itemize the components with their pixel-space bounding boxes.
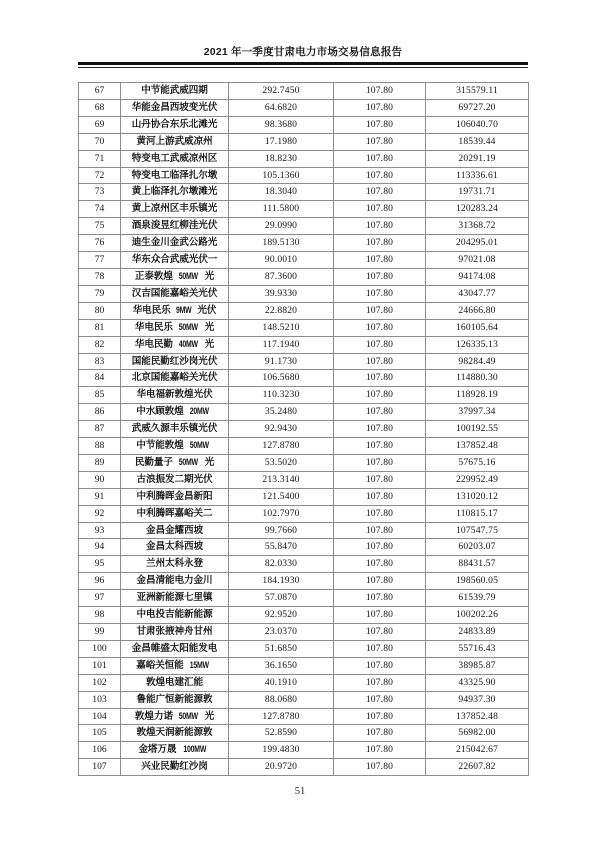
table-row bbox=[79, 759, 529, 776]
cell-amount: 100202.26 bbox=[426, 607, 529, 624]
capacity-unit: 50MW bbox=[179, 270, 199, 282]
cell-amount: 126335.13 bbox=[426, 336, 529, 353]
cell-name: 兴业民勤红沙岗 bbox=[121, 759, 229, 776]
table-row bbox=[79, 742, 529, 759]
cell-quantity: 36.1650 bbox=[229, 657, 334, 674]
capacity-unit: 50MW bbox=[179, 710, 199, 722]
cell-price: 107.80 bbox=[334, 319, 426, 336]
cell-amount: 98284.49 bbox=[426, 353, 529, 370]
cell-price: 107.80 bbox=[334, 691, 426, 708]
cell-quantity: 18.8230 bbox=[229, 150, 334, 167]
cell-quantity: 22.8820 bbox=[229, 302, 334, 319]
cell-name: 酒泉浚昱红柳洼光伏 bbox=[121, 218, 229, 235]
cell-amount: 120283.24 bbox=[426, 201, 529, 218]
cell-name: 鲁能广恒新能源敦 bbox=[121, 691, 229, 708]
cell-name: 中利腾晖金昌新阳 bbox=[121, 488, 229, 505]
cell-quantity: 20.9720 bbox=[229, 759, 334, 776]
cell-name: 华电民勤 40MW 光 bbox=[121, 336, 229, 353]
cell-price: 107.80 bbox=[334, 167, 426, 184]
cell-amount: 198560.05 bbox=[426, 573, 529, 590]
cell-quantity: 148.5210 bbox=[229, 319, 334, 336]
cell-name: 黄上凉州区丰乐镇光 bbox=[121, 201, 229, 218]
name-suffix: 光 bbox=[204, 321, 215, 333]
cell-index: 73 bbox=[79, 184, 121, 201]
cell-amount: 160105.64 bbox=[426, 319, 529, 336]
cell-name: 嘉峪关恒能 15MW bbox=[121, 657, 229, 674]
table-row bbox=[79, 319, 529, 336]
capacity-unit: 50MW bbox=[179, 321, 199, 333]
table-row bbox=[79, 657, 529, 674]
cell-amount: 61539.79 bbox=[426, 590, 529, 607]
cell-quantity: 82.0330 bbox=[229, 556, 334, 573]
cell-amount: 56982.00 bbox=[426, 725, 529, 742]
cell-index: 97 bbox=[79, 590, 121, 607]
cell-index: 104 bbox=[79, 708, 121, 725]
cell-quantity: 88.0680 bbox=[229, 691, 334, 708]
cell-quantity: 106.5680 bbox=[229, 370, 334, 387]
cell-index: 95 bbox=[79, 556, 121, 573]
cell-amount: 20291.19 bbox=[426, 150, 529, 167]
cell-price: 107.80 bbox=[334, 488, 426, 505]
cell-name: 古浪振发二期光伏 bbox=[121, 471, 229, 488]
cell-amount: 31368.72 bbox=[426, 218, 529, 235]
table-row bbox=[79, 252, 529, 269]
table-row bbox=[79, 607, 529, 624]
cell-price: 107.80 bbox=[334, 218, 426, 235]
cell-amount: 137852.48 bbox=[426, 438, 529, 455]
cell-amount: 106040.70 bbox=[426, 116, 529, 133]
cell-index: 71 bbox=[79, 150, 121, 167]
table-row bbox=[79, 133, 529, 150]
cell-price: 107.80 bbox=[334, 573, 426, 590]
cell-index: 103 bbox=[79, 691, 121, 708]
table-row bbox=[79, 674, 529, 691]
cell-index: 98 bbox=[79, 607, 121, 624]
table-row bbox=[79, 438, 529, 455]
cell-index: 94 bbox=[79, 539, 121, 556]
capacity-unit: 50MW bbox=[189, 440, 210, 452]
table-row bbox=[79, 421, 529, 438]
cell-quantity: 102.7970 bbox=[229, 505, 334, 522]
cell-index: 89 bbox=[79, 454, 121, 471]
cell-amount: 60203.07 bbox=[426, 539, 529, 556]
name-suffix: 光 bbox=[204, 270, 215, 282]
running-header: 2021 年一季度甘肃电力市场交易信息报告 bbox=[203, 46, 403, 58]
cell-name: 国能民勤红沙岗光伏 bbox=[121, 353, 229, 370]
cell-price: 107.80 bbox=[334, 370, 426, 387]
cell-index: 79 bbox=[79, 285, 121, 302]
capacity-unit: 100MW bbox=[183, 744, 207, 756]
cell-name: 亚洲新能源七里镇 bbox=[121, 590, 229, 607]
cell-price: 107.80 bbox=[334, 404, 426, 421]
name-suffix: 光 bbox=[204, 338, 215, 350]
cell-amount: 229952.49 bbox=[426, 471, 529, 488]
cell-amount: 69727.20 bbox=[426, 99, 529, 116]
cell-quantity: 121.5400 bbox=[229, 488, 334, 505]
table-row bbox=[79, 708, 529, 725]
cell-quantity: 292.7450 bbox=[229, 83, 334, 100]
cell-name: 华东众合武威光伏一 bbox=[121, 252, 229, 269]
cell-price: 107.80 bbox=[334, 505, 426, 522]
table-row bbox=[79, 640, 529, 657]
cell-index: 83 bbox=[79, 353, 121, 370]
cell-quantity: 213.3140 bbox=[229, 471, 334, 488]
cell-index: 68 bbox=[79, 99, 121, 116]
cell-price: 107.80 bbox=[334, 116, 426, 133]
cell-amount: 38985.87 bbox=[426, 657, 529, 674]
table-row bbox=[79, 454, 529, 471]
cell-price: 107.80 bbox=[334, 539, 426, 556]
cell-index: 85 bbox=[79, 387, 121, 404]
cell-quantity: 199.4830 bbox=[229, 742, 334, 759]
table-row bbox=[79, 268, 529, 285]
cell-amount: 97021.08 bbox=[426, 252, 529, 269]
cell-name: 金塔万晟 100MW bbox=[121, 742, 229, 759]
header-rule-thick bbox=[78, 62, 528, 65]
table-row bbox=[79, 83, 529, 100]
cell-quantity: 189.5130 bbox=[229, 235, 334, 252]
cell-amount: 100192.55 bbox=[426, 421, 529, 438]
cell-amount: 137852.48 bbox=[426, 708, 529, 725]
cell-quantity: 53.5020 bbox=[229, 454, 334, 471]
cell-index: 91 bbox=[79, 488, 121, 505]
cell-name: 黄上临泽扎尔墩滩光 bbox=[121, 184, 229, 201]
cell-index: 74 bbox=[79, 201, 121, 218]
cell-index: 99 bbox=[79, 624, 121, 641]
cell-name: 中节能武威四期 bbox=[121, 83, 229, 100]
cell-quantity: 105.1360 bbox=[229, 167, 334, 184]
settlement-table bbox=[78, 82, 529, 776]
table-row bbox=[79, 116, 529, 133]
cell-quantity: 91.1730 bbox=[229, 353, 334, 370]
cell-quantity: 92.9520 bbox=[229, 607, 334, 624]
cell-price: 107.80 bbox=[334, 657, 426, 674]
cell-price: 107.80 bbox=[334, 133, 426, 150]
cell-name: 金昌金耀西坡 bbox=[121, 522, 229, 539]
cell-name: 敦煌天润新能源敦 bbox=[121, 725, 229, 742]
table-row bbox=[79, 471, 529, 488]
cell-index: 87 bbox=[79, 421, 121, 438]
cell-name: 金昌清能电力金川 bbox=[121, 573, 229, 590]
cell-price: 107.80 bbox=[334, 624, 426, 641]
cell-quantity: 18.3040 bbox=[229, 184, 334, 201]
cell-price: 107.80 bbox=[334, 759, 426, 776]
name-suffix: 光 bbox=[204, 710, 215, 722]
cell-quantity: 99.7660 bbox=[229, 522, 334, 539]
table-row bbox=[79, 404, 529, 421]
cell-index: 67 bbox=[79, 83, 121, 100]
cell-quantity: 64.6820 bbox=[229, 99, 334, 116]
cell-price: 107.80 bbox=[334, 640, 426, 657]
cell-price: 107.80 bbox=[334, 285, 426, 302]
cell-quantity: 23.0370 bbox=[229, 624, 334, 641]
table-row bbox=[79, 505, 529, 522]
cell-index: 77 bbox=[79, 252, 121, 269]
cell-name: 武威久源丰乐镇光伏 bbox=[121, 421, 229, 438]
cell-amount: 22607.82 bbox=[426, 759, 529, 776]
cell-quantity: 57.0870 bbox=[229, 590, 334, 607]
cell-quantity: 110.3230 bbox=[229, 387, 334, 404]
cell-index: 107 bbox=[79, 759, 121, 776]
cell-quantity: 98.3680 bbox=[229, 116, 334, 133]
cell-quantity: 127.8780 bbox=[229, 708, 334, 725]
cell-quantity: 90.0010 bbox=[229, 252, 334, 269]
cell-price: 107.80 bbox=[334, 150, 426, 167]
cell-index: 82 bbox=[79, 336, 121, 353]
cell-quantity: 117.1940 bbox=[229, 336, 334, 353]
table-row bbox=[79, 218, 529, 235]
cell-amount: 37997.34 bbox=[426, 404, 529, 421]
cell-amount: 131020.12 bbox=[426, 488, 529, 505]
cell-price: 107.80 bbox=[334, 421, 426, 438]
settlement-table-body bbox=[79, 83, 529, 776]
cell-amount: 215042.67 bbox=[426, 742, 529, 759]
cell-index: 93 bbox=[79, 522, 121, 539]
cell-price: 107.80 bbox=[334, 353, 426, 370]
cell-index: 96 bbox=[79, 573, 121, 590]
cell-name: 中水顾敦煌 20MW bbox=[121, 404, 229, 421]
capacity-unit: 20MW bbox=[189, 406, 210, 418]
cell-amount: 107547.75 bbox=[426, 522, 529, 539]
cell-amount: 24666.80 bbox=[426, 302, 529, 319]
table-row bbox=[79, 387, 529, 404]
cell-amount: 18539.44 bbox=[426, 133, 529, 150]
table-row bbox=[79, 285, 529, 302]
cell-quantity: 51.6850 bbox=[229, 640, 334, 657]
cell-amount: 24833.89 bbox=[426, 624, 529, 641]
cell-price: 107.80 bbox=[334, 522, 426, 539]
cell-price: 107.80 bbox=[334, 252, 426, 269]
table-row bbox=[79, 624, 529, 641]
table-row bbox=[79, 725, 529, 742]
cell-name: 华电民乐 9MW 光伏 bbox=[121, 302, 229, 319]
cell-price: 107.80 bbox=[334, 590, 426, 607]
table-row bbox=[79, 539, 529, 556]
cell-price: 107.80 bbox=[334, 674, 426, 691]
cell-name: 华电民乐 50MW 光 bbox=[121, 319, 229, 336]
cell-name: 中利腾晖嘉峪关二 bbox=[121, 505, 229, 522]
cell-quantity: 35.2480 bbox=[229, 404, 334, 421]
cell-quantity: 17.1980 bbox=[229, 133, 334, 150]
cell-price: 107.80 bbox=[334, 454, 426, 471]
cell-name: 中电投吉能新能源 bbox=[121, 607, 229, 624]
cell-amount: 43325.90 bbox=[426, 674, 529, 691]
cell-index: 70 bbox=[79, 133, 121, 150]
cell-amount: 94174.08 bbox=[426, 268, 529, 285]
capacity-unit: 9MW bbox=[176, 304, 192, 316]
settlement-table-wrapper bbox=[78, 82, 528, 776]
table-row bbox=[79, 336, 529, 353]
cell-index: 92 bbox=[79, 505, 121, 522]
cell-quantity: 127.8780 bbox=[229, 438, 334, 455]
cell-price: 107.80 bbox=[334, 471, 426, 488]
cell-price: 107.80 bbox=[334, 99, 426, 116]
cell-name: 北京国能嘉峪关光伏 bbox=[121, 370, 229, 387]
cell-amount: 88431.57 bbox=[426, 556, 529, 573]
header-rule-thin bbox=[78, 67, 528, 68]
cell-name: 特变电工武威凉州区 bbox=[121, 150, 229, 167]
table-row bbox=[79, 522, 529, 539]
table-row bbox=[79, 302, 529, 319]
cell-index: 76 bbox=[79, 235, 121, 252]
cell-index: 69 bbox=[79, 116, 121, 133]
cell-price: 107.80 bbox=[334, 725, 426, 742]
cell-amount: 110815.17 bbox=[426, 505, 529, 522]
capacity-unit: 40MW bbox=[179, 338, 199, 350]
cell-amount: 113336.61 bbox=[426, 167, 529, 184]
table-row bbox=[79, 590, 529, 607]
cell-quantity: 184.1930 bbox=[229, 573, 334, 590]
cell-price: 107.80 bbox=[334, 235, 426, 252]
cell-index: 102 bbox=[79, 674, 121, 691]
cell-name: 华电福新敦煌光伏 bbox=[121, 387, 229, 404]
cell-quantity: 29.0990 bbox=[229, 218, 334, 235]
cell-index: 84 bbox=[79, 370, 121, 387]
cell-index: 100 bbox=[79, 640, 121, 657]
cell-amount: 114880.30 bbox=[426, 370, 529, 387]
cell-name: 山丹协合东乐北滩光 bbox=[121, 116, 229, 133]
table-row bbox=[79, 184, 529, 201]
cell-name: 华能金昌西坡变光伏 bbox=[121, 99, 229, 116]
table-row bbox=[79, 488, 529, 505]
cell-amount: 19731.71 bbox=[426, 184, 529, 201]
cell-quantity: 52.8590 bbox=[229, 725, 334, 742]
cell-price: 107.80 bbox=[334, 438, 426, 455]
cell-name: 金昌帷盛太阳能发电 bbox=[121, 640, 229, 657]
cell-index: 80 bbox=[79, 302, 121, 319]
cell-amount: 204295.01 bbox=[426, 235, 529, 252]
name-suffix: 光伏 bbox=[197, 304, 217, 316]
cell-price: 107.80 bbox=[334, 83, 426, 100]
cell-index: 106 bbox=[79, 742, 121, 759]
name-suffix: 光 bbox=[204, 456, 215, 468]
cell-name: 中节能敦煌 50MW bbox=[121, 438, 229, 455]
cell-price: 107.80 bbox=[334, 268, 426, 285]
cell-quantity: 92.9430 bbox=[229, 421, 334, 438]
cell-index: 101 bbox=[79, 657, 121, 674]
cell-price: 107.80 bbox=[334, 708, 426, 725]
cell-name: 甘肃张掖神舟甘州 bbox=[121, 624, 229, 641]
cell-price: 107.80 bbox=[334, 607, 426, 624]
cell-name: 民勤量子 50MW 光 bbox=[121, 454, 229, 471]
cell-amount: 94937.30 bbox=[426, 691, 529, 708]
table-row bbox=[79, 167, 529, 184]
table-row bbox=[79, 691, 529, 708]
cell-name: 特变电工临泽扎尔墩 bbox=[121, 167, 229, 184]
cell-price: 107.80 bbox=[334, 184, 426, 201]
cell-price: 107.80 bbox=[334, 387, 426, 404]
cell-price: 107.80 bbox=[334, 556, 426, 573]
cell-amount: 118928.19 bbox=[426, 387, 529, 404]
table-row bbox=[79, 150, 529, 167]
cell-index: 105 bbox=[79, 725, 121, 742]
cell-amount: 55716.43 bbox=[426, 640, 529, 657]
cell-price: 107.80 bbox=[334, 302, 426, 319]
cell-price: 107.80 bbox=[334, 742, 426, 759]
cell-name: 黄河上游武威凉州 bbox=[121, 133, 229, 150]
table-row bbox=[79, 201, 529, 218]
cell-quantity: 40.1910 bbox=[229, 674, 334, 691]
cell-index: 86 bbox=[79, 404, 121, 421]
table-row bbox=[79, 99, 529, 116]
capacity-unit: 50MW bbox=[179, 456, 199, 468]
cell-amount: 57675.16 bbox=[426, 454, 529, 471]
table-row bbox=[79, 556, 529, 573]
cell-price: 107.80 bbox=[334, 201, 426, 218]
table-row bbox=[79, 235, 529, 252]
cell-quantity: 111.5800 bbox=[229, 201, 334, 218]
cell-quantity: 55.8470 bbox=[229, 539, 334, 556]
cell-name: 敦煌电建汇能 bbox=[121, 674, 229, 691]
cell-quantity: 39.9330 bbox=[229, 285, 334, 302]
cell-index: 90 bbox=[79, 471, 121, 488]
cell-name: 迪生金川金武公路光 bbox=[121, 235, 229, 252]
cell-quantity: 87.3600 bbox=[229, 268, 334, 285]
cell-name: 金昌太科西坡 bbox=[121, 539, 229, 556]
cell-index: 78 bbox=[79, 268, 121, 285]
cell-index: 75 bbox=[79, 218, 121, 235]
cell-amount: 315579.11 bbox=[426, 83, 529, 100]
table-row bbox=[79, 370, 529, 387]
table-row bbox=[79, 353, 529, 370]
table-row bbox=[79, 573, 529, 590]
cell-amount: 43047.77 bbox=[426, 285, 529, 302]
cell-name: 敦煌力诺 50MW 光 bbox=[121, 708, 229, 725]
cell-index: 72 bbox=[79, 167, 121, 184]
page-number: 51 bbox=[294, 786, 306, 797]
cell-index: 88 bbox=[79, 438, 121, 455]
cell-name: 兰州太科永登 bbox=[121, 556, 229, 573]
capacity-unit: 15MW bbox=[189, 659, 210, 671]
cell-name: 正泰敦煌 50MW 光 bbox=[121, 268, 229, 285]
cell-index: 81 bbox=[79, 319, 121, 336]
cell-price: 107.80 bbox=[334, 336, 426, 353]
cell-name: 汉吉国能嘉峪关光伏 bbox=[121, 285, 229, 302]
